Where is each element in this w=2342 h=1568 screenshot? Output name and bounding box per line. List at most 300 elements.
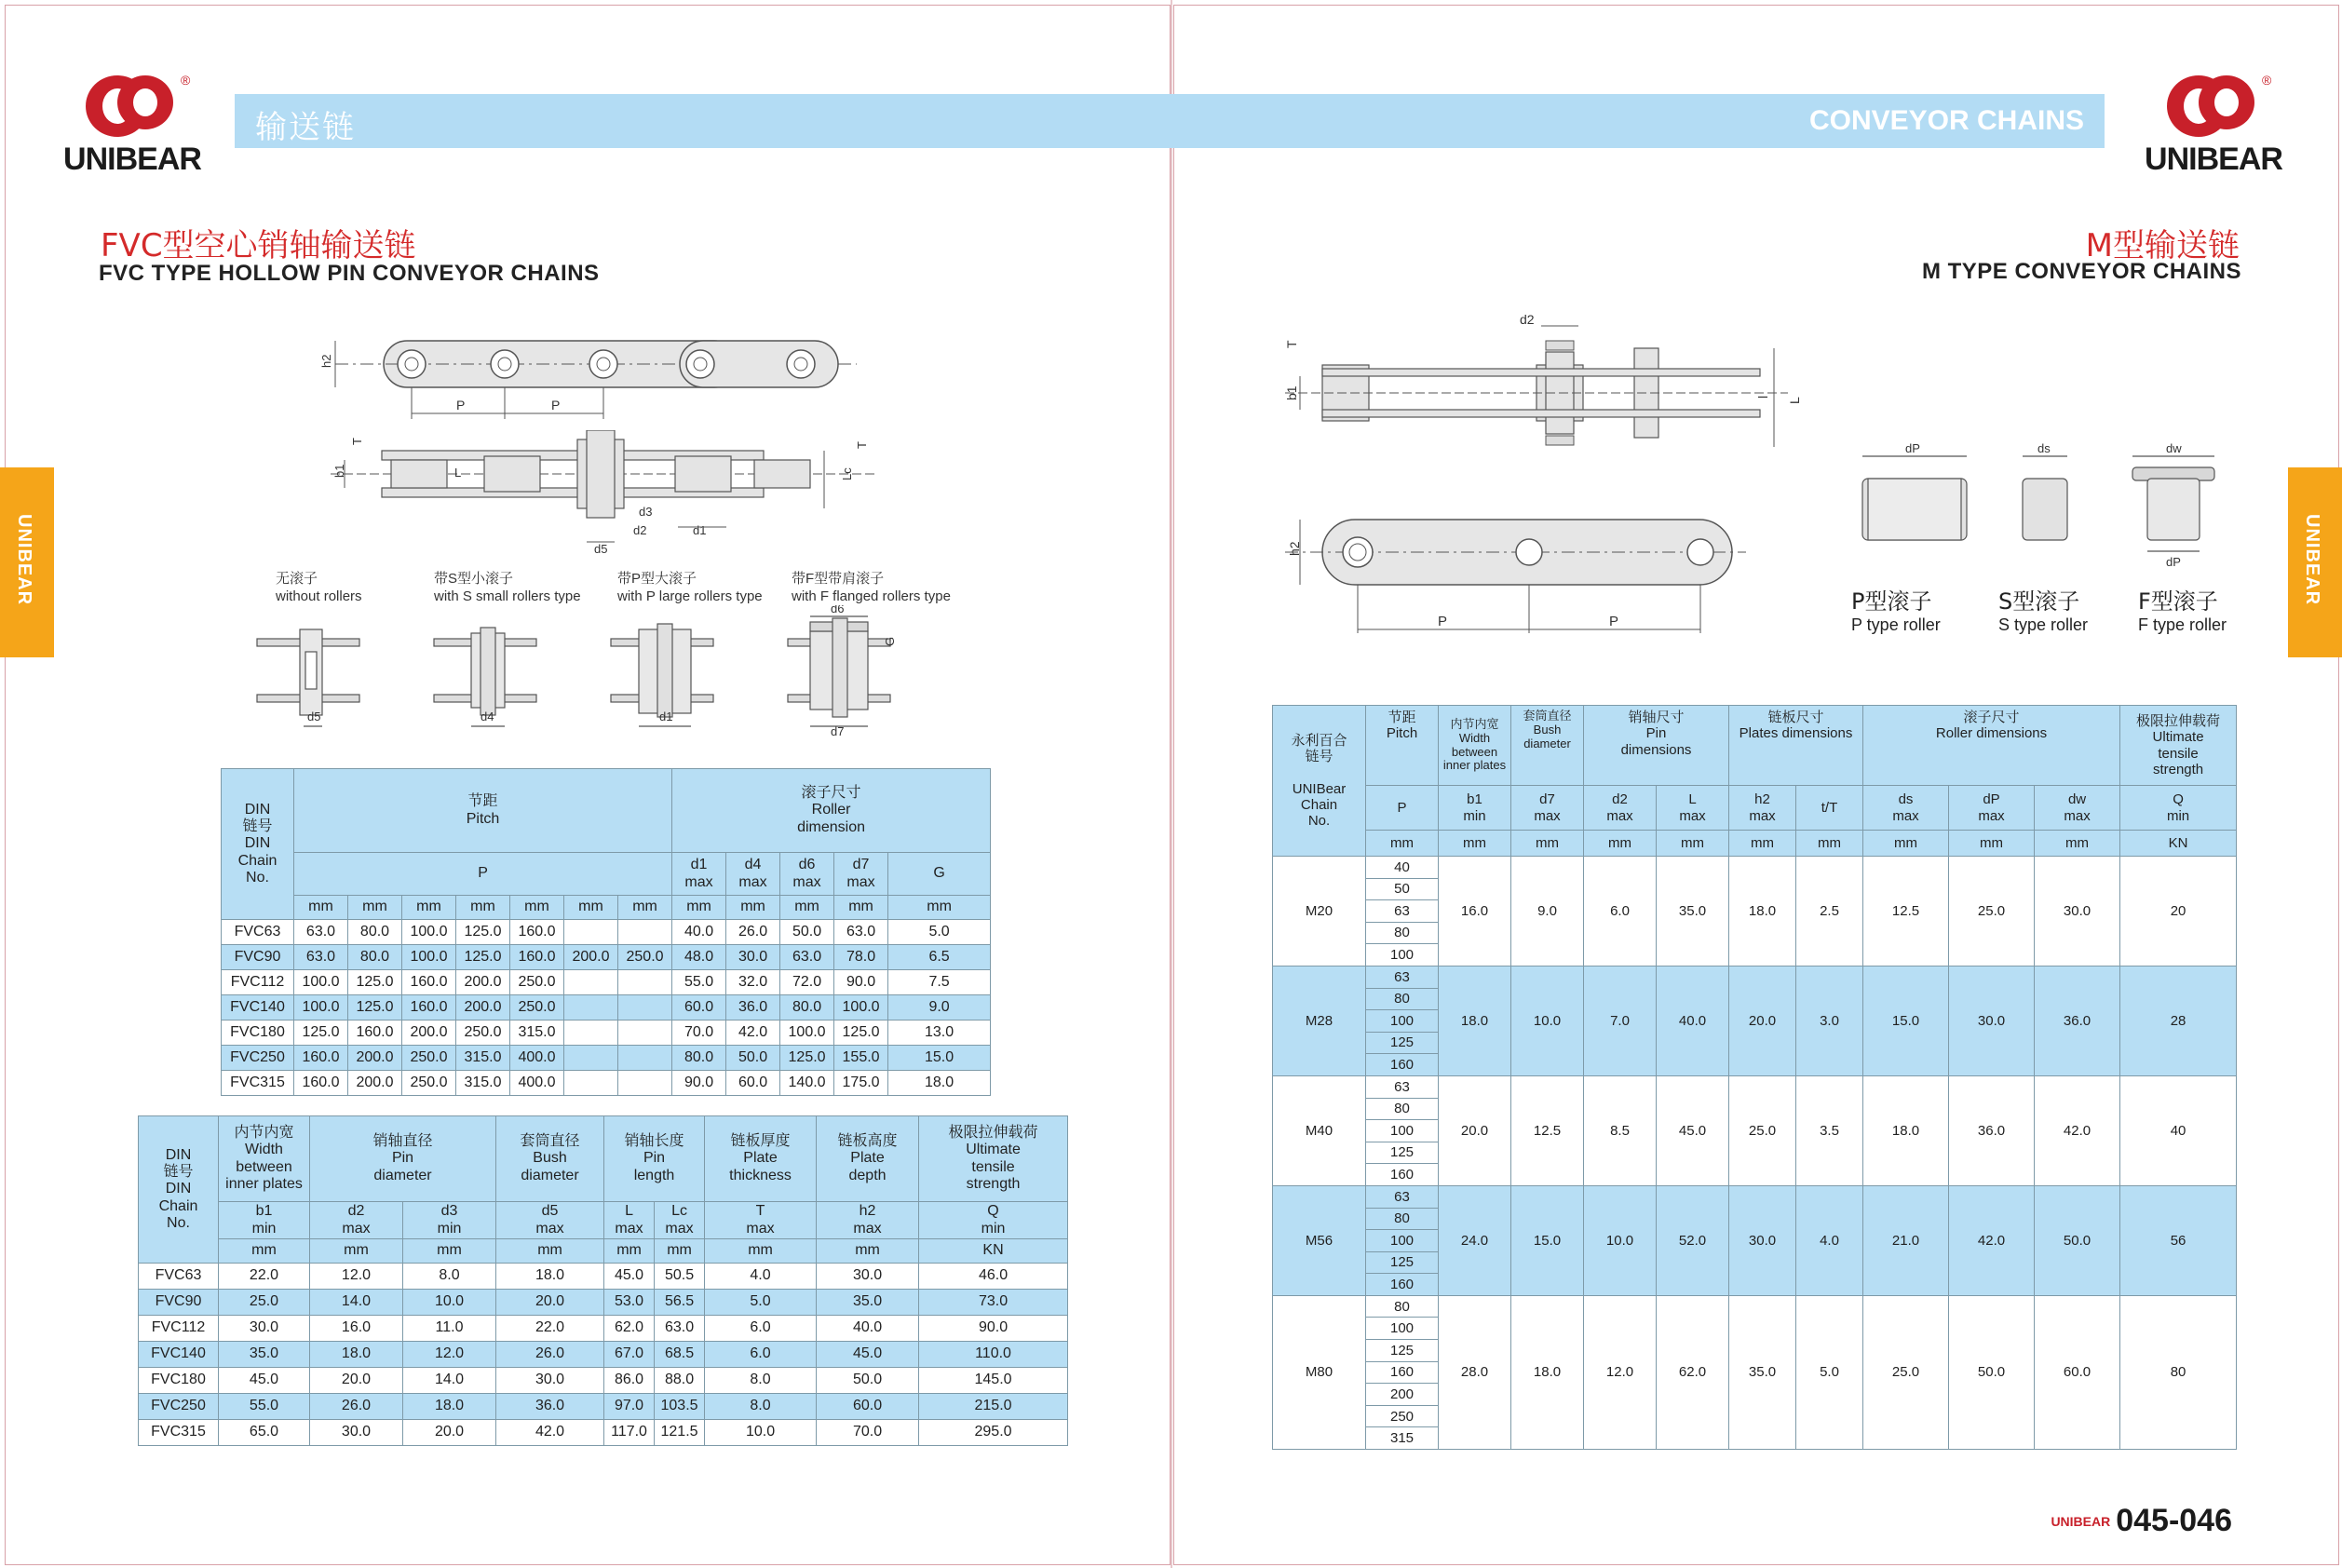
cell-ds: 12.5: [1863, 857, 1949, 966]
cell-pitch: 100: [1366, 1010, 1439, 1033]
unit-cell: mm: [2035, 831, 2120, 857]
col-d4-header: d4 max: [726, 853, 780, 896]
cell-p4: 200.0: [456, 995, 510, 1021]
cell-pitch: 125: [1366, 1142, 1439, 1164]
cell-pitch: 160: [1366, 1164, 1439, 1186]
sym-header: Q min: [919, 1202, 1068, 1239]
table-row: [1273, 857, 2237, 879]
cell-pitch: 80: [1366, 1098, 1439, 1120]
cell-pitch: 63: [1366, 900, 1439, 923]
table-row: [139, 1394, 1068, 1420]
cell-d7: 18.0: [1511, 1295, 1584, 1449]
cell-chain-no: M20: [1273, 857, 1366, 966]
cell-t: 3.5: [1796, 1075, 1863, 1185]
side-tab-right: [2288, 467, 2342, 657]
unit-cell: mm: [1863, 831, 1949, 857]
table-row: [222, 970, 991, 995]
cell-d7: 90.0: [834, 970, 888, 995]
sym-header: Lc max: [655, 1202, 705, 1239]
cell-p3: 250.0: [402, 1071, 456, 1096]
dim-p-label: P: [551, 398, 561, 412]
col-width-header: 内节内宽 Width between inner plates: [1439, 706, 1511, 786]
cell-p6: [564, 1046, 618, 1071]
cell-q: 20: [2120, 857, 2237, 966]
spine-fold: [1171, 0, 1172, 1568]
cell-p6: 200.0: [564, 945, 618, 970]
s-type-roller-label: S型滚子 S type roller: [1998, 588, 2089, 634]
table-row: [222, 920, 991, 945]
sym-header: h2 max: [817, 1202, 919, 1239]
cell-p6: [564, 1021, 618, 1046]
p-type-roller-label: P型滚子 P type roller: [1851, 588, 1941, 634]
sym-header: t/T: [1796, 786, 1863, 831]
col-pitch-header: 节距 Pitch: [294, 769, 672, 853]
cell-p3: 160.0: [402, 995, 456, 1021]
unit-cell: mm: [1657, 831, 1729, 857]
cell-p6: [564, 1071, 618, 1096]
dim-t-label-right: T: [855, 441, 869, 449]
unit-cell: mm: [1729, 831, 1796, 857]
fvc-chain-top-view-diagram: [317, 326, 875, 428]
cell-p5: 250.0: [510, 970, 564, 995]
footer-page-range: 045-046: [2116, 1503, 2232, 1538]
table-row: [222, 1021, 991, 1046]
cell-lc: 63.0: [655, 1316, 705, 1342]
cell-t: 5.0: [1796, 1295, 1863, 1449]
cell-pitch: 125: [1366, 1032, 1439, 1054]
m-chain-plate-view-diagram: [1266, 510, 1751, 641]
cell-d6: 50.0: [780, 920, 834, 945]
cell-h2: 30.0: [817, 1264, 919, 1290]
cell-b1: 16.0: [1439, 857, 1511, 966]
cell-p2: 125.0: [348, 970, 402, 995]
cell-b1: 18.0: [1439, 966, 1511, 1075]
cell-ds: 25.0: [1863, 1295, 1949, 1449]
cell-t: 5.0: [705, 1290, 817, 1316]
cell-chain-no: FVC315: [222, 1071, 294, 1096]
cell-d2: 16.0: [310, 1316, 403, 1342]
dim-p-label: P: [1609, 614, 1619, 629]
cell-h2: 20.0: [1729, 966, 1796, 1075]
cell-q: 90.0: [919, 1316, 1068, 1342]
table-row: [222, 945, 991, 970]
dim-d2-label: d2: [633, 523, 647, 537]
cell-lc: 88.0: [655, 1368, 705, 1394]
table-row: [222, 1046, 991, 1071]
m-title-en: M TYPE CONVEYOR CHAINS: [1921, 259, 2241, 284]
cell-d6: 80.0: [780, 995, 834, 1021]
dim-p-label: P: [456, 398, 466, 412]
dim-l-big-label: L: [1787, 397, 1802, 404]
cell-chain-no: FVC112: [222, 970, 294, 995]
m-chain-table: [1272, 705, 2237, 1450]
col-bush-header: 套筒直径 Bush diameter: [1511, 706, 1584, 786]
dim-h2-label: h2: [319, 354, 333, 368]
dim-l-small-label: l: [1755, 395, 1770, 399]
cell-d7: 100.0: [834, 995, 888, 1021]
cell-p1: 100.0: [294, 970, 348, 995]
cell-chain-no: M40: [1273, 1075, 1366, 1185]
cell-p5: 400.0: [510, 1046, 564, 1071]
sym-header: ds max: [1863, 786, 1949, 831]
cell-lc: 121.5: [655, 1420, 705, 1446]
cell-d1: 48.0: [672, 945, 726, 970]
cell-b1: 25.0: [219, 1290, 310, 1316]
cell-d4: 26.0: [726, 920, 780, 945]
cell-g: 6.5: [888, 945, 991, 970]
cell-p3: 250.0: [402, 1046, 456, 1071]
cell-d7: 10.0: [1511, 966, 1584, 1075]
unit-cell: mm: [705, 1239, 817, 1264]
cell-d4: 60.0: [726, 1071, 780, 1096]
cell-t: 3.0: [1796, 966, 1863, 1075]
cell-p6: [564, 920, 618, 945]
cell-chain-no: M56: [1273, 1185, 1366, 1295]
col-din-header: DIN 链号 DIN Chain No.: [139, 1116, 219, 1264]
cell-g: 13.0: [888, 1021, 991, 1046]
unit-cell: mm: [817, 1239, 919, 1264]
cell-l: 35.0: [1657, 857, 1729, 966]
sym-header: d7 max: [1511, 786, 1584, 831]
cell-t: 8.0: [705, 1368, 817, 1394]
cell-d4: 42.0: [726, 1021, 780, 1046]
cell-g: 18.0: [888, 1071, 991, 1096]
cell-p1: 160.0: [294, 1071, 348, 1096]
cell-d3: 10.0: [403, 1290, 496, 1316]
sym-header: d2 max: [1584, 786, 1657, 831]
cell-h2: 18.0: [1729, 857, 1796, 966]
cell-lc: 56.5: [655, 1290, 705, 1316]
dim-d5-label: d5: [307, 710, 321, 723]
roller-type-none: 无滚子 without rollers: [276, 571, 362, 604]
cell-d7: 175.0: [834, 1071, 888, 1096]
cell-d7: 63.0: [834, 920, 888, 945]
cell-p2: 160.0: [348, 1021, 402, 1046]
cell-pitch: 160: [1366, 1361, 1439, 1384]
table-row: [139, 1316, 1068, 1342]
unit-cell: mm: [310, 1239, 403, 1264]
sym-header: dP max: [1949, 786, 2035, 831]
cell-t: 4.0: [1796, 1185, 1863, 1295]
dim-b1-label: b1: [332, 464, 346, 478]
cell-pitch: 80: [1366, 922, 1439, 944]
cell-g: 9.0: [888, 995, 991, 1021]
cell-d5: 22.0: [496, 1316, 604, 1342]
col-strength-header: 极限拉伸载荷 Ultimate tensile strength: [919, 1116, 1068, 1202]
dim-lc-label: Lc: [840, 467, 854, 480]
cell-pitch: 100: [1366, 1120, 1439, 1142]
col-plate-depth-header: 链板高度 Plate depth: [817, 1116, 919, 1202]
cell-pitch: 63: [1366, 1185, 1439, 1208]
cell-dw: 50.0: [2035, 1185, 2120, 1295]
cell-b1: 20.0: [1439, 1075, 1511, 1185]
cell-d6: 63.0: [780, 945, 834, 970]
cell-q: 73.0: [919, 1290, 1068, 1316]
side-tab-label: UNIBEAR: [14, 514, 34, 606]
cell-d2: 18.0: [310, 1342, 403, 1368]
sym-header: dw max: [2035, 786, 2120, 831]
cell-pitch: 100: [1366, 1318, 1439, 1340]
cell-chain-no: FVC180: [139, 1368, 219, 1394]
cell-d2: 14.0: [310, 1290, 403, 1316]
cell-t: 2.5: [1796, 857, 1863, 966]
cell-d5: 36.0: [496, 1394, 604, 1420]
cell-b1: 45.0: [219, 1368, 310, 1394]
cell-chain-no: M28: [1273, 966, 1366, 1075]
col-pin-diameter-header: 销轴直径 Pin diameter: [310, 1116, 496, 1202]
cell-chain-no: FVC180: [222, 1021, 294, 1046]
cell-d3: 14.0: [403, 1368, 496, 1394]
cell-d4: 32.0: [726, 970, 780, 995]
cell-d2: 8.5: [1584, 1075, 1657, 1185]
unit-cell: mm: [1796, 831, 1863, 857]
cell-dw: 60.0: [2035, 1295, 2120, 1449]
page-number: [2051, 1503, 2232, 1539]
cell-d4: 50.0: [726, 1046, 780, 1071]
cell-lc: 68.5: [655, 1342, 705, 1368]
cell-p1: 125.0: [294, 1021, 348, 1046]
cell-p1: 63.0: [294, 945, 348, 970]
sym-header: h2 max: [1729, 786, 1796, 831]
cell-d6: 125.0: [780, 1046, 834, 1071]
dim-d5-label: d5: [594, 542, 608, 556]
cell-q: 110.0: [919, 1342, 1068, 1368]
cell-pitch: 100: [1366, 944, 1439, 966]
cell-d2: 10.0: [1584, 1185, 1657, 1295]
table-row: [1273, 966, 2237, 988]
header-banner: [235, 94, 2105, 148]
unit-cell: mm: [403, 1239, 496, 1264]
cell-b1: 24.0: [1439, 1185, 1511, 1295]
dim-dp-label: dP: [2166, 555, 2181, 569]
cell-b1: 55.0: [219, 1394, 310, 1420]
cell-d1: 70.0: [672, 1021, 726, 1046]
m-chain-side-view-diagram: [1266, 307, 1816, 466]
cell-pitch: 63: [1366, 1075, 1439, 1098]
registered-mark: ®: [181, 73, 191, 88]
cell-p7: [618, 920, 672, 945]
cell-b1: 30.0: [219, 1316, 310, 1342]
cell-d1: 60.0: [672, 995, 726, 1021]
cell-p2: 80.0: [348, 945, 402, 970]
cell-pitch: 250: [1366, 1405, 1439, 1427]
unit-cell: mm: [1366, 831, 1439, 857]
unit-cell: mm: [1584, 831, 1657, 857]
cell-b1: 35.0: [219, 1342, 310, 1368]
cell-d2: 12.0: [1584, 1295, 1657, 1449]
cell-t: 6.0: [705, 1342, 817, 1368]
table-row: [139, 1290, 1068, 1316]
cell-l: 40.0: [1657, 966, 1729, 1075]
cell-chain-no: FVC250: [222, 1046, 294, 1071]
brand-logo-right: [2139, 73, 2288, 184]
cell-d6: 140.0: [780, 1071, 834, 1096]
cell-p1: 100.0: [294, 995, 348, 1021]
col-strength-header: 极限拉伸载荷 Ultimate tensile strength: [2120, 706, 2237, 786]
cell-d2: 7.0: [1584, 966, 1657, 1075]
col-pin-header: 销轴尺寸 Pin dimensions: [1584, 706, 1729, 786]
cell-chain-no: FVC140: [139, 1342, 219, 1368]
roller-type-s: 带S型小滚子 with S small rollers type: [434, 571, 581, 604]
cell-d1: 55.0: [672, 970, 726, 995]
cell-d2: 6.0: [1584, 857, 1657, 966]
roller-type-p: 带P型大滚子 with P large rollers type: [617, 571, 763, 604]
col-width-header: 内节内宽 Width between inner plates: [219, 1116, 310, 1202]
cell-d1: 40.0: [672, 920, 726, 945]
unit-cell: KN: [919, 1239, 1068, 1264]
table-row: [1273, 1295, 2237, 1318]
cell-pitch: 125: [1366, 1251, 1439, 1274]
cell-p3: 160.0: [402, 970, 456, 995]
dim-p-label: P: [1438, 614, 1448, 629]
roller-type-f: 带F型带肩滚子 with F flanged rollers type: [792, 571, 951, 604]
banner-title-cn: 输送链: [255, 109, 356, 146]
roller-variant-diagrams: [251, 605, 922, 740]
cell-pitch: 125: [1366, 1340, 1439, 1362]
roller-shapes-diagram: [1853, 441, 2244, 572]
sym-header: b1 min: [1439, 786, 1511, 831]
cell-l: 52.0: [1657, 1185, 1729, 1295]
col-roller-header: 滚子尺寸 Roller dimension: [672, 769, 991, 853]
col-plates-header: 链板尺寸 Plates dimensions: [1729, 706, 1863, 786]
cell-pitch: 80: [1366, 1295, 1439, 1318]
cell-p2: 80.0: [348, 920, 402, 945]
cell-p2: 200.0: [348, 1046, 402, 1071]
cell-h2: 30.0: [1729, 1185, 1796, 1295]
cell-d3: 20.0: [403, 1420, 496, 1446]
cell-pitch: 40: [1366, 857, 1439, 879]
cell-h2: 45.0: [817, 1342, 919, 1368]
cell-p7: [618, 1071, 672, 1096]
cell-pitch: 315: [1366, 1427, 1439, 1450]
cell-p6: [564, 970, 618, 995]
unit-cell: mm: [1511, 831, 1584, 857]
cell-pitch: 100: [1366, 1230, 1439, 1252]
footer-brand: UNIBEAR: [2051, 1513, 2111, 1529]
cell-h2: 70.0: [817, 1420, 919, 1446]
cell-p7: [618, 970, 672, 995]
cell-chain-no: FVC250: [139, 1394, 219, 1420]
cell-p3: 200.0: [402, 1021, 456, 1046]
cell-d1: 90.0: [672, 1071, 726, 1096]
cell-h2: 25.0: [1729, 1075, 1796, 1185]
cell-g: 5.0: [888, 920, 991, 945]
cell-d2: 12.0: [310, 1264, 403, 1290]
cell-d7: 155.0: [834, 1046, 888, 1071]
cell-p7: [618, 1021, 672, 1046]
cell-b1: 28.0: [1439, 1295, 1511, 1449]
col-roller-header: 滚子尺寸 Roller dimensions: [1863, 706, 2120, 786]
cell-pitch: 63: [1366, 966, 1439, 988]
cell-pitch: 200: [1366, 1384, 1439, 1406]
cell-dp: 25.0: [1949, 857, 2035, 966]
cell-g: 7.5: [888, 970, 991, 995]
cell-q: 46.0: [919, 1264, 1068, 1290]
cell-ds: 15.0: [1863, 966, 1949, 1075]
cell-chain-no: FVC90: [139, 1290, 219, 1316]
col-d1-header: d1 max: [672, 853, 726, 896]
cell-d3: 8.0: [403, 1264, 496, 1290]
cell-p5: 250.0: [510, 995, 564, 1021]
cell-chain-no: M80: [1273, 1295, 1366, 1449]
cell-d2: 20.0: [310, 1368, 403, 1394]
cell-pitch: 160: [1366, 1274, 1439, 1296]
table-row: [139, 1368, 1068, 1394]
cell-p7: [618, 1046, 672, 1071]
cell-d2: 30.0: [310, 1420, 403, 1446]
cell-d6: 72.0: [780, 970, 834, 995]
cell-h2: 35.0: [1729, 1295, 1796, 1449]
table-row: [222, 1071, 991, 1096]
cell-lc: 50.5: [655, 1264, 705, 1290]
cell-l: 53.0: [604, 1290, 655, 1316]
cell-d7: 78.0: [834, 945, 888, 970]
cell-b1: 65.0: [219, 1420, 310, 1446]
registered-mark: ®: [2262, 73, 2272, 88]
sym-header: Q min: [2120, 786, 2237, 831]
dim-d1-label: d1: [693, 523, 707, 537]
unit-cell: mm: [496, 1239, 604, 1264]
cell-d2: 26.0: [310, 1394, 403, 1420]
cell-p5: 160.0: [510, 945, 564, 970]
cell-p1: 63.0: [294, 920, 348, 945]
cell-l: 45.0: [604, 1264, 655, 1290]
dim-dp-label: dP: [1905, 441, 1920, 455]
cell-p4: 315.0: [456, 1071, 510, 1096]
cell-p2: 200.0: [348, 1071, 402, 1096]
sym-header: d5 max: [496, 1202, 604, 1239]
cell-ds: 18.0: [1863, 1075, 1949, 1185]
col-d6-header: d6 max: [780, 853, 834, 896]
cell-p7: [618, 995, 672, 1021]
cell-p2: 125.0: [348, 995, 402, 1021]
cell-p4: 315.0: [456, 1046, 510, 1071]
sym-header: d3 min: [403, 1202, 496, 1239]
cell-l: 62.0: [604, 1316, 655, 1342]
fvc-title-en: FVC TYPE HOLLOW PIN CONVEYOR CHAINS: [99, 261, 600, 286]
table-row: [1273, 1185, 2237, 1208]
cell-dw: 42.0: [2035, 1075, 2120, 1185]
m-title-cn: M型输送链: [2085, 227, 2240, 264]
cell-q: 145.0: [919, 1368, 1068, 1394]
dim-d6-label: d6: [831, 605, 845, 615]
col-plate-thickness-header: 链板厚度 Plate thickness: [705, 1116, 817, 1202]
cell-d4: 30.0: [726, 945, 780, 970]
cell-p4: 200.0: [456, 970, 510, 995]
cell-p3: 100.0: [402, 945, 456, 970]
cell-chain-no: FVC140: [222, 995, 294, 1021]
cell-q: 295.0: [919, 1420, 1068, 1446]
dim-l-label: L: [454, 466, 462, 480]
cell-h2: 35.0: [817, 1290, 919, 1316]
f-type-roller-label: F型滚子 F type roller: [2138, 588, 2227, 634]
cell-chain-no: FVC90: [222, 945, 294, 970]
cell-d3: 12.0: [403, 1342, 496, 1368]
dim-t-label: T: [350, 438, 364, 445]
cell-d1: 80.0: [672, 1046, 726, 1071]
unit-cell: mm: [1439, 831, 1511, 857]
dim-d7-label: d7: [831, 724, 845, 738]
table-row: [139, 1342, 1068, 1368]
cell-p7: 250.0: [618, 945, 672, 970]
logo-wordmark: UNIBEAR: [2145, 142, 2282, 177]
cell-d5: 18.0: [496, 1264, 604, 1290]
table-row: [222, 995, 991, 1021]
cell-chain-no: FVC315: [139, 1420, 219, 1446]
cell-q: 56: [2120, 1185, 2237, 1295]
cell-l: 97.0: [604, 1394, 655, 1420]
cell-g: 15.0: [888, 1046, 991, 1071]
